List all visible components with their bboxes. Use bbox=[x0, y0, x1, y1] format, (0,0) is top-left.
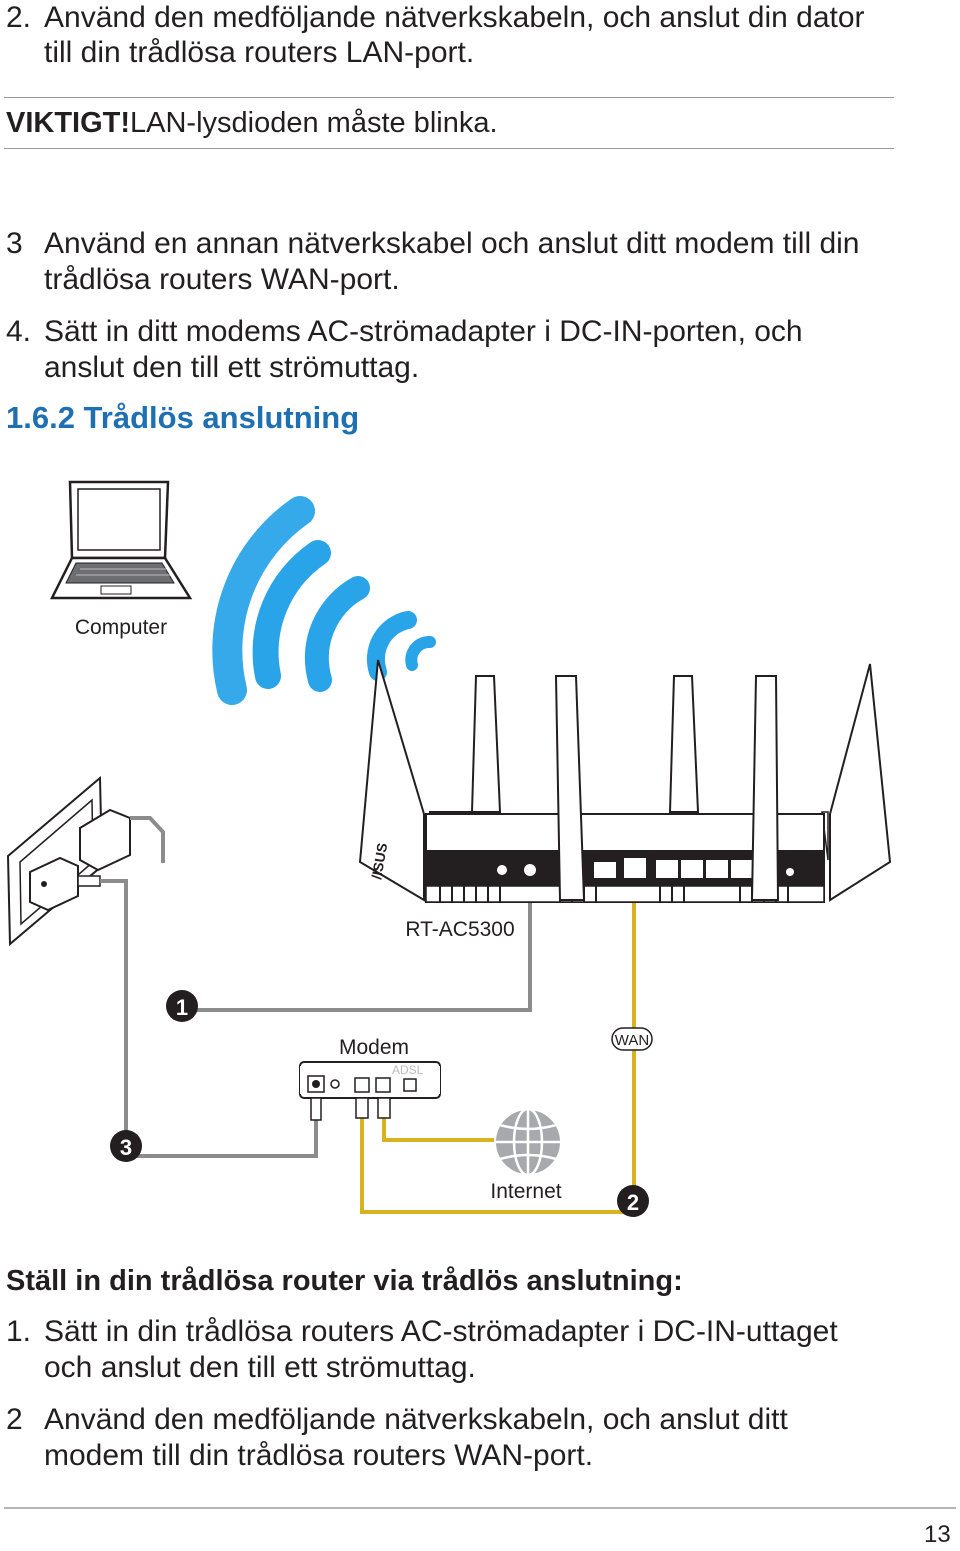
wan-badge bbox=[612, 1028, 652, 1050]
list-number: 4. bbox=[6, 315, 32, 348]
list-text-line1: Använd den medföljande nätverkskabeln, och anslut ditt bbox=[44, 1403, 788, 1436]
list-number: 2 bbox=[6, 1403, 23, 1436]
router-icon bbox=[360, 660, 890, 902]
divider-top bbox=[4, 97, 894, 98]
laptop-icon bbox=[52, 482, 190, 598]
list-text-line2: modem till din trådlösa routers WAN-port. bbox=[44, 1439, 594, 1472]
router-label: RT-AC5300 bbox=[405, 918, 515, 941]
wireless-connection-diagram bbox=[0, 460, 960, 1240]
list-text-line1: Sätt in ditt modems AC-strömadapter i DC-IN-porten, och bbox=[44, 315, 803, 348]
modem-icon bbox=[300, 1062, 440, 1120]
section-heading: 1.6.2 Trådlös anslutning bbox=[6, 400, 360, 435]
instructions-heading: Ställ in din trådlösa router via trådlös anslutning: bbox=[6, 1265, 683, 1297]
modem-label: Modem bbox=[338, 1036, 410, 1059]
internet-label: Internet bbox=[490, 1180, 562, 1203]
power-cable-modem bbox=[100, 881, 316, 1156]
step-badge-2 bbox=[617, 1185, 649, 1217]
router-brand: /ISUS bbox=[368, 841, 391, 881]
list-text-line2: och anslut den till ett strömuttag. bbox=[44, 1351, 476, 1384]
wan-badge-text: WAN bbox=[614, 1032, 650, 1049]
list-text-line1: Använd den medföljande nätverkskabeln, och anslut din dator bbox=[44, 1, 865, 34]
page-number: 13 bbox=[924, 1521, 951, 1548]
list-number: 2. bbox=[6, 1, 32, 34]
list-text-line1: Sätt in din trådlösa routers AC-strömadapter i DC-IN-uttaget bbox=[44, 1315, 838, 1348]
wifi-waves-icon bbox=[227, 511, 430, 690]
list-number: 1. bbox=[6, 1315, 32, 1348]
important-label: VIKTIGT! bbox=[6, 107, 131, 139]
step-badge-text: 2 bbox=[626, 1190, 640, 1215]
modem-brand: ADSL bbox=[392, 1063, 424, 1077]
globe-icon bbox=[495, 1109, 561, 1175]
list-text-line2: trådlösa routers WAN-port. bbox=[44, 263, 400, 296]
step-badge-1 bbox=[166, 990, 198, 1022]
computer-label: Computer bbox=[74, 616, 168, 639]
list-text-line1: Använd en annan nätverkskabel och anslut ditt modem till din bbox=[44, 227, 860, 260]
step-badge-text: 1 bbox=[175, 995, 189, 1020]
list-number: 3 bbox=[6, 227, 23, 260]
important-text: LAN-lysdioden måste blinka. bbox=[130, 107, 498, 139]
list-text-line2: till din trådlösa routers LAN-port. bbox=[44, 36, 475, 69]
step-badge-text: 3 bbox=[119, 1135, 133, 1160]
step-badge-3 bbox=[110, 1130, 142, 1162]
list-text-line2: anslut den till ett strömuttag. bbox=[44, 351, 420, 384]
footer-divider bbox=[4, 1507, 956, 1509]
divider-bottom bbox=[4, 148, 894, 149]
